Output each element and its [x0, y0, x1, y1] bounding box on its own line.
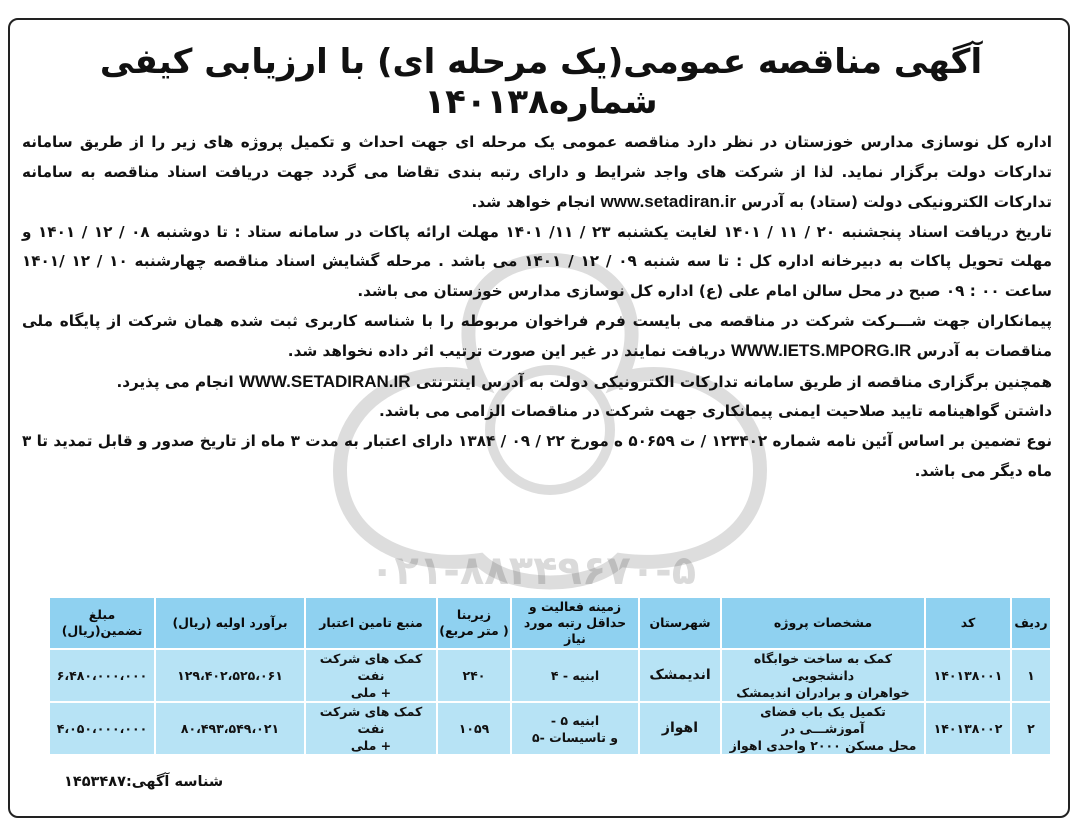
header-estimate: برآورد اولیه (ریال)	[155, 597, 305, 649]
cell-city: اندیمشک	[639, 649, 721, 702]
cell-guarantee: ۴،۰۵۰،۰۰۰،۰۰۰	[49, 702, 155, 755]
paragraph-dates: تاریخ دریافت اسناد پنجشنبه ۲۰ / ۱۱ / ۱۴۰۱ لغایت یکشنبه ۲۳ / ۱۱/ ۱۴۰۱ مهلت ارائه پاکات در سامانه ستاد : تا دوشنبه ۰۸ / ۱۲ / ۱۴۰۱ و مهلت تحویل پاکات به دبیرخانه اداره کل : تا سه شنبه ۰۹ / ۱۲ / ۱۴۰۱ می باشد . مرحله گشایش اسناد مناقصه چهارشنبه ۱۰ / ۱۲ /۱۴۰۱ ساعت ۰۰ : ۰۹ صبح در محل سالن امام علی (ع) اداره کل نوسازی مدارس خوزستان می باشد.	[22, 222, 1053, 300]
header-funding: منبع تامین اعتبار	[305, 597, 437, 649]
cell-project: کمک به ساخت خوابگاه دانشجویی خواهران و برادران اندیمشک	[721, 649, 925, 702]
header-row-number: ردیف	[1011, 597, 1051, 649]
cell-guarantee: ۶،۴۸۰،۰۰۰،۰۰۰	[49, 649, 155, 702]
header-project: مشخصات پروژه	[721, 597, 925, 649]
notice-body	[22, 128, 1052, 486]
cell-row-number: ۱	[1011, 649, 1051, 702]
cell-code: ۱۴۰۱۳۸۰۰۱	[925, 649, 1011, 702]
projects-table	[48, 596, 1052, 756]
setadiran-upper-link[interactable]: WWW.SETADIRAN.IR	[238, 371, 411, 391]
cell-area: ۱۰۵۹	[437, 702, 511, 755]
notice-id: شناسه آگهی:۱۴۵۳۴۸۷	[64, 774, 224, 790]
header-guarantee: مبلغ تضمین(ریال)	[49, 597, 155, 649]
header-area: زیربنا ( متر مربع)	[437, 597, 511, 649]
notice-title: آگهی مناقصه عمومی(یک مرحله ای) با ارزیابی کیفی شماره۱۴۰۱۳۸	[99, 42, 983, 122]
cell-project: تکمیل یک باب فضای آموزشـــی در محل مسکن ۲۰۰۰ واحدی اهواز	[721, 702, 925, 755]
cell-funding: کمک های شرکت نفت + ملی	[305, 649, 437, 702]
watermark-phone: ۰۲۱-۸۸۳۴۹۶۷۰-۵	[370, 548, 697, 594]
cell-field: ابنیه ۵ - و تاسیسات -۵	[511, 702, 639, 755]
cell-funding: کمک های شرکت نفت + ملی	[305, 702, 437, 755]
iets-link[interactable]: WWW.IETS.MPORG.IR	[730, 341, 912, 361]
table-header-row	[49, 597, 1051, 649]
table-row	[49, 702, 1051, 755]
paragraph-safety: داشتن گواهینامه تایید صلاحیت ایمنی پیمانکاری جهت شرکت در مناقصات الزامی می باشد.	[379, 402, 1052, 421]
cell-area: ۲۴۰	[437, 649, 511, 702]
paragraph-setad: همچنین برگزاری مناقصه از طریق سامانه تدارکات الکترونیکی دولت به آدرس اینترنتی WWW.SETADIRAN.IR انجام می پذیرد.	[116, 371, 1052, 391]
cell-row-number: ۲	[1011, 702, 1051, 755]
header-city: شهرستان	[639, 597, 721, 649]
cell-city: اهواز	[639, 702, 721, 755]
setadiran-link[interactable]: www.setadiran.ir	[600, 192, 736, 212]
cell-estimate: ۱۲۹،۴۰۲،۵۲۵،۰۶۱	[155, 649, 305, 702]
paragraph-contractors: پیمانکاران جهت شـــرکت شرکت در مناقصه می بایست فرم فراخوان مربوطه را با شناسه کاربری ثبت شده همان شرکت از پایگاه ملی مناقصات به آدرس WWW.IETS.MPORG.IR دریافت نمایند در غیر این صورت ترتیب اثر داده نخواهد شد.	[22, 311, 1052, 361]
cell-field: ابنیه - ۴	[511, 649, 639, 702]
cell-code: ۱۴۰۱۳۸۰۰۲	[925, 702, 1011, 755]
paragraph-intro: اداره کل نوسازی مدارس خوزستان در نظر دارد مناقصه عمومی یک مرحله ای جهت احداث و تکمیل پروژه های زیر را از طریق سامانه تدارکات دولت برگزار نماید. لذا از شرکت های واجد شرایط و دارای رتبه بندی تقاضا می گردد جهت دریافت اسناد مناقصه به سامانه تدارکات الکترونیکی دولت (ستاد) به آدرس www.setadiran.ir انجام خواهد شد.	[22, 133, 1052, 212]
paragraph-guarantee: نوع تضمین بر اساس آئین نامه شماره ۱۲۳۴۰۲ / ت ۵۰۶۵۹ ه مورخ ۲۲ / ۰۹ / ۱۳۸۴ دارای اعتبار به مدت ۳ ماه از تاریخ صدور و قابل تمدید تا ۳ ماه دیگر می باشد.	[22, 431, 1053, 480]
header-code: کد	[925, 597, 1011, 649]
table-row	[49, 649, 1051, 702]
cell-estimate: ۸۰،۴۹۳،۵۴۹،۰۲۱	[155, 702, 305, 755]
header-field: زمینه فعالیت و حداقل رتبه مورد نیاز	[511, 597, 639, 649]
